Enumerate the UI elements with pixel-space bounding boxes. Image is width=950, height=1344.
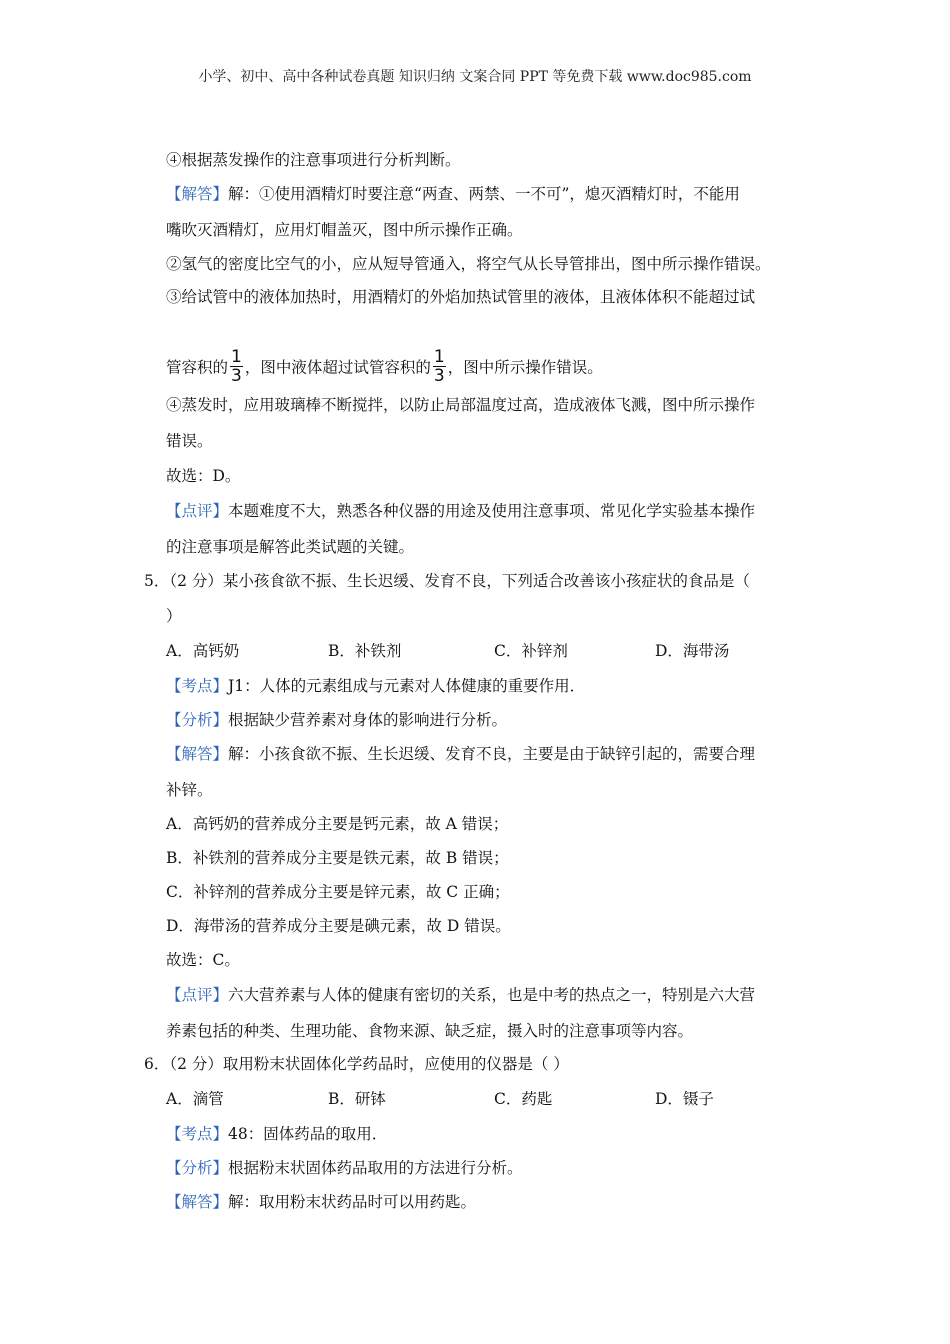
jieda-text: 解：取用粉末状药品时可以用药匙。 [228,1193,477,1211]
q6-option-c: C．药匙 [494,1090,553,1108]
q5-option-a: A．高钙奶 [166,642,240,660]
solution-tag: 【解答】 [166,185,229,203]
fraction-denominator: 3 [433,366,445,386]
kaodian-tag: 【考点】 [166,677,229,695]
comment-line: 的注意事项是解答此类试题的关键。 [166,538,415,556]
fenxi-text: 根据粉末状固体药品取用的方法进行分析。 [228,1159,523,1177]
q5-option-b: B．补铁剂 [328,642,402,660]
q6-option-b: B．研钵 [328,1090,386,1108]
q6-fenxi [166,1158,523,1178]
q5-explain-c: C．补锌剂的营养成分主要是锌元素，故 C 正确； [166,883,510,901]
fraction-text-3: ，图中所示操作错误。 [447,358,603,377]
q5-option-d: D．海带汤 [655,642,730,660]
fraction-one-third [433,348,446,385]
q5-fenxi [166,710,507,730]
q5-jieda [166,744,755,764]
solution-line: ④蒸发时，应用玻璃棒不断搅拌，以防止局部温度过高，造成液体飞溅，图中所示操作 [166,396,756,414]
q6-kaodian [166,1124,387,1144]
q5-option-c: C．补锌剂 [494,642,568,660]
solution-line: ②氢气的密度比空气的小，应从短导管通入，将空气从长导管排出，图中所示操作错误。 [166,255,771,273]
comment-line [166,501,755,521]
q6-option-a: A．滴管 [166,1090,224,1108]
dianping-tag: 【点评】 [166,986,229,1004]
question-5-stem: 5．（2 分）某小孩食欲不振、生长迟缓、发育不良，下列适合改善该小孩症状的食品是（ [144,572,750,590]
q5-jieda-cont: 补锌。 [166,781,213,799]
solution-line [166,184,740,204]
fraction-numerator: 1 [433,347,445,367]
fraction-text-2: ，图中液体超过试管容积的 [244,358,431,377]
kaodian-text: 48：固体药品的取用． [228,1125,388,1143]
fraction-text-1: 管容积的 [166,358,229,377]
q5-explain-a: A．高钙奶的营养成分主要是钙元素，故 A 错误； [166,815,509,833]
q5-explain-b: B．补铁剂的营养成分主要是铁元素，故 B 错误； [166,849,509,867]
q5-explain-d: D．海带汤的营养成分主要是碘元素，故 D 错误。 [166,917,511,935]
analysis-line: ④根据蒸发操作的注意事项进行分析判断。 [166,151,461,169]
q6-jieda [166,1192,476,1212]
q5-dianping-cont: 养素包括的种类、生理功能、食物来源、缺乏症，摄入时的注意事项等内容。 [166,1022,694,1040]
fraction-denominator: 3 [231,366,242,386]
solution-line: 错误。 [166,432,213,450]
page-header: 小学、初中、高中各种试卷真题 知识归纳 文案合同 PPT 等免费下载 www.doc985.com [198,69,752,85]
q5-dianping [166,985,755,1005]
question-6-stem: 6．（2 分）取用粉末状固体化学药品时，应使用的仪器是（ ） [144,1055,569,1073]
q5-answer: 故选：C。 [166,951,240,969]
jieda-tag: 【解答】 [166,745,229,763]
comment-tag: 【点评】 [166,502,229,520]
fraction-one-third [230,348,243,385]
q5-kaodian [166,676,585,696]
comment-text: 本题难度不大，熟悉各种仪器的用途及使用注意事项、常见化学实验基本操作 [228,502,756,520]
fraction-numerator: 1 [231,347,242,367]
question-5-stem-end: ） [166,607,182,625]
answer-line: 故选：D。 [166,467,241,485]
solution-line-fraction [166,347,603,387]
fenxi-text: 根据缺少营养素对身体的影响进行分析。 [228,711,508,729]
jieda-tag: 【解答】 [166,1193,229,1211]
fenxi-tag: 【分析】 [166,711,229,729]
q6-option-d: D．镊子 [655,1090,714,1108]
kaodian-text: J1：人体的元素组成与元素对人体健康的重要作用． [228,677,586,695]
jieda-text: 解：小孩食欲不振、生长迟缓、发育不良，主要是由于缺锌引起的，需要合理 [228,745,756,763]
fenxi-tag: 【分析】 [166,1159,229,1177]
dianping-text: 六大营养素与人体的健康有密切的关系，也是中考的热点之一，特别是六大营 [228,986,756,1004]
solution-line: ③给试管中的液体加热时，用酒精灯的外焰加热试管里的液体，且液体体积不能超过试 [166,288,756,306]
kaodian-tag: 【考点】 [166,1125,229,1143]
solution-text: 解：①使用酒精灯时要注意“两查、两禁、一不可”，熄灭酒精灯时，不能用 [228,185,740,203]
solution-line: 嘴吹灭酒精灯，应用灯帽盖灭，图中所示操作正确。 [166,221,523,239]
